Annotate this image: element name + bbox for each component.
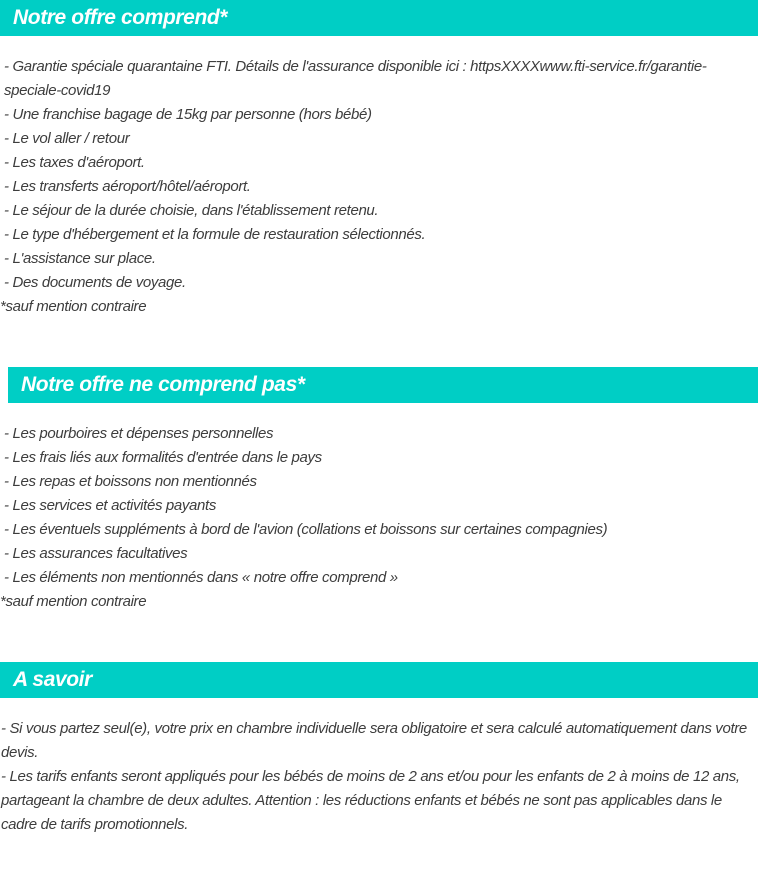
footnote: *sauf mention contraire (0, 593, 147, 610)
list-item: - Les services et activités payants (4, 497, 217, 514)
list-item: - Une franchise bagage de 15kg par personne (hors bébé) (4, 106, 372, 123)
list-item: - Le séjour de la durée choisie, dans l'établissement retenu. (4, 202, 379, 219)
section-offer-excludes (0, 367, 758, 662)
section-header-good-to-know (0, 662, 758, 698)
list-item: - Le vol aller / retour (4, 130, 130, 147)
list-item: - Les taxes d'aéroport. (4, 154, 145, 171)
list-item: - L'assistance sur place. (4, 250, 156, 267)
section-body-offer-includes (0, 36, 758, 367)
section-good-to-know (0, 662, 758, 857)
section-title-offer-includes: Notre offre comprend* (13, 6, 228, 29)
list-item: - Les frais liés aux formalités d'entrée dans le pays (4, 449, 322, 466)
footnote: *sauf mention contraire (0, 298, 147, 315)
section-offer-includes (0, 0, 758, 367)
section-header-offer-excludes (8, 367, 758, 403)
list-item: - Les transferts aéroport/hôtel/aéroport. (4, 178, 251, 195)
list-item: - Les assurances facultatives (4, 545, 188, 562)
list-item: - Garantie spéciale quarantaine FTI. Détails de l'assurance disponible ici : httpsXXXXwww.fti-service.fr/garantie-speciale-covid19 (4, 58, 707, 99)
section-header-offer-includes (0, 0, 758, 36)
paragraph: - Si vous partez seul(e), votre prix en chambre individuelle sera obligatoire et sera calculé automatiquement dans votre devis. (1, 720, 747, 761)
list-item: - Les éventuels suppléments à bord de l'avion (collations et boissons sur certaines compagnies) (4, 521, 608, 538)
list-item: - Les pourboires et dépenses personnelles (4, 425, 274, 442)
list-item: - Les éléments non mentionnés dans « notre offre comprend » (4, 569, 398, 586)
paragraph: - Les tarifs enfants seront appliqués pour les bébés de moins de 2 ans et/ou pour les enfants de 2 à moins de 12 ans, partageant la chambre de deux adultes. Attention : les réductions enfants et bébés ne sont pas applicables dans le cadre de tarifs promotionnels. (1, 768, 740, 833)
section-body-good-to-know (0, 698, 758, 857)
section-body-offer-excludes (0, 403, 758, 662)
list-item: - Des documents de voyage. (4, 274, 186, 291)
list-item: - Les repas et boissons non mentionnés (4, 473, 257, 490)
list-item: - Le type d'hébergement et la formule de restauration sélectionnés. (4, 226, 426, 243)
section-title-offer-excludes: Notre offre ne comprend pas* (21, 373, 305, 396)
section-title-good-to-know: A savoir (13, 668, 92, 691)
